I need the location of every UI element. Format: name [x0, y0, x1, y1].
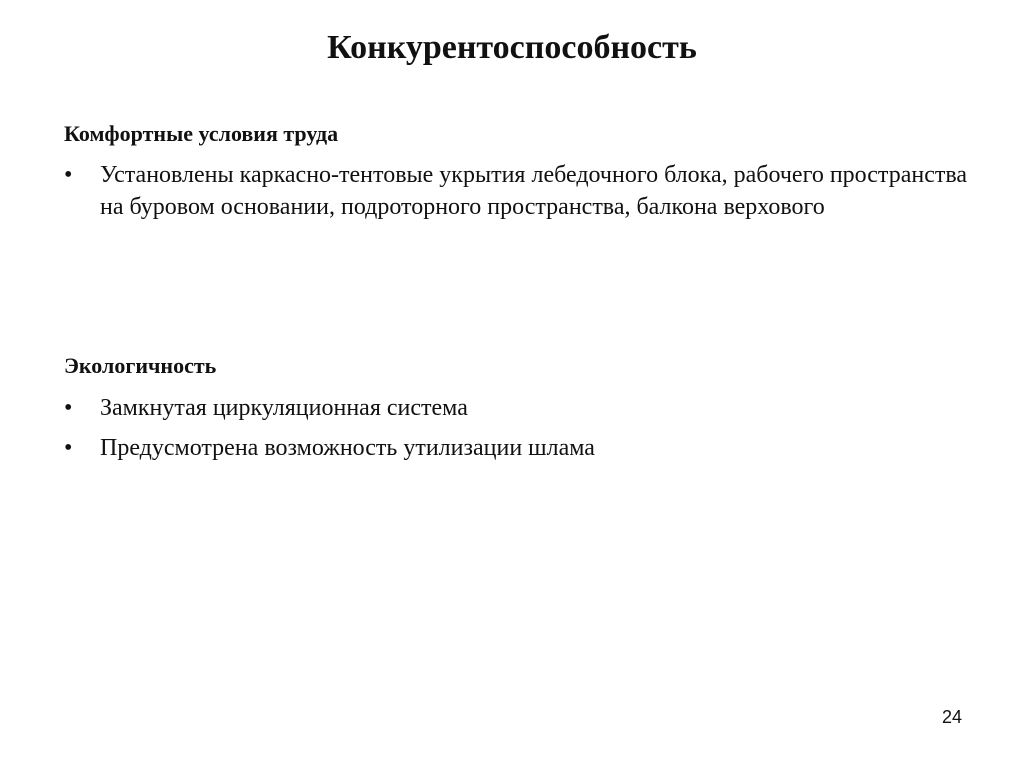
page-number: 24 [941, 707, 962, 727]
slide-title: Конкурентоспособность [327, 29, 697, 66]
section-heading-comfort: Комфортные условия труда [64, 121, 339, 146]
bullet-text: Предусмотрена возможность утилизации шлама [100, 435, 595, 461]
bullet-item [64, 432, 984, 464]
bullet-text: Замкнутая циркуляционная система [100, 395, 468, 421]
bullet-icon: • [64, 435, 73, 461]
bullet-icon: • [64, 162, 73, 188]
bullet-item [64, 159, 984, 223]
bullet-text: Установлены каркасно-тентовые укрытия лебедочного блока, рабочего пространства на буровом основании, подроторного пространства, балкона верхового [100, 162, 967, 220]
bullet-item [64, 392, 984, 424]
section-heading-ecology: Экологичность [64, 353, 217, 378]
bullet-icon: • [64, 395, 73, 421]
